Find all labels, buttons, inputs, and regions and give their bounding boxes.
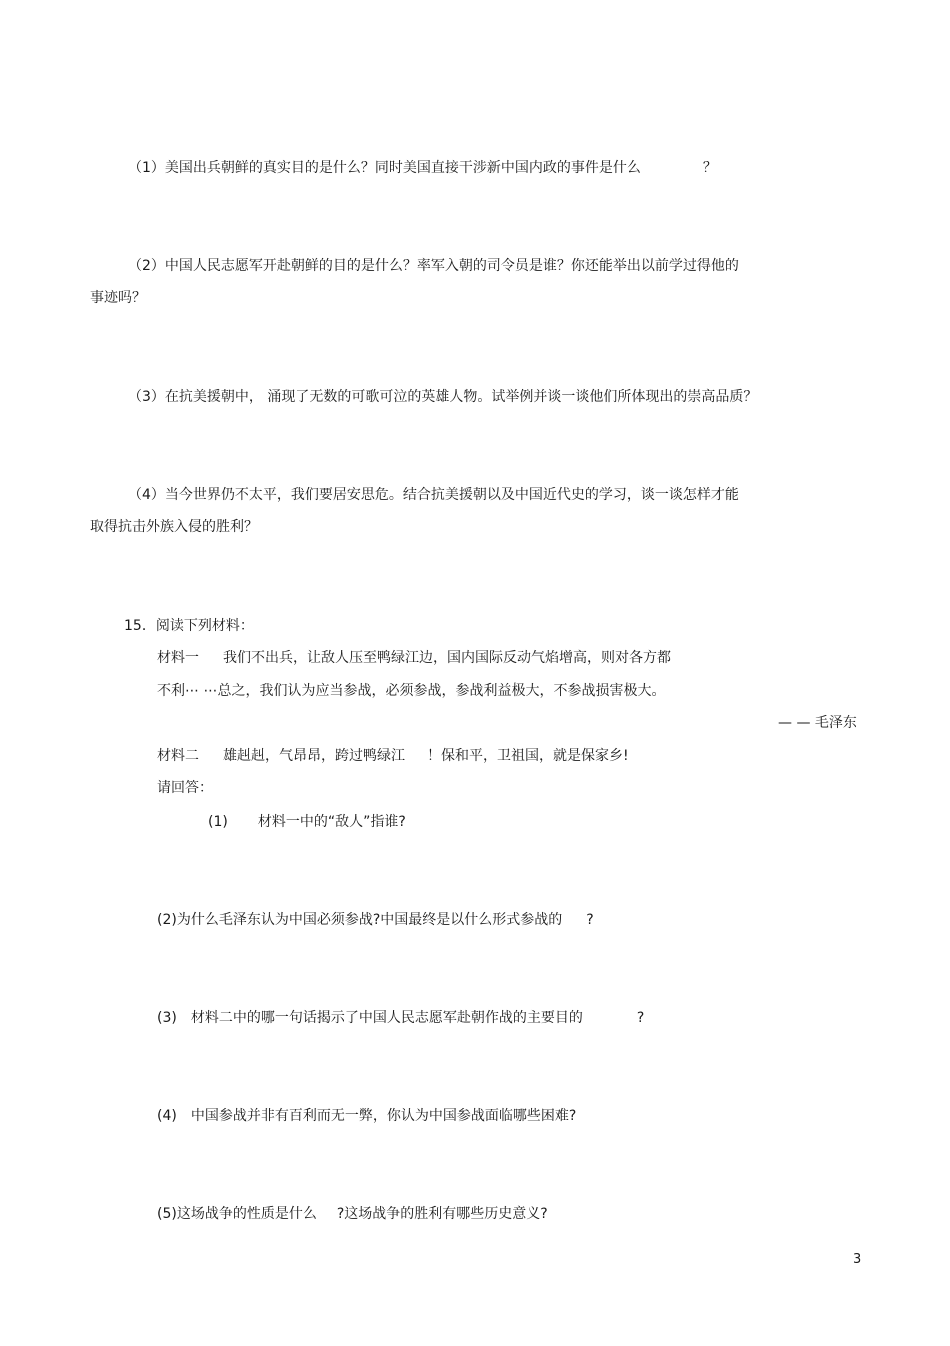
sub-question-1 xyxy=(208,812,406,832)
answer-prompt: 请回答： xyxy=(157,780,213,796)
material-1-line-2: 不利⋯ ⋯总之，我们认为应当参战，必须参战，参战利益极大，不参战损害极大。 xyxy=(157,683,666,699)
material-1-line-1 xyxy=(157,648,671,668)
sub-question-5-text-b: ?这场战争的胜利有哪些历史意义? xyxy=(336,1206,548,1222)
sub-question-1-number: (1) xyxy=(208,814,228,830)
attribution: — — 毛泽东 xyxy=(778,715,857,731)
sub-question-4 xyxy=(157,1106,576,1126)
sub-question-2 xyxy=(157,910,594,930)
question-2-line-2: 事迹吗？ xyxy=(90,290,146,306)
sub-question-1-text: 材料一中的“敌人”指谁? xyxy=(257,814,406,830)
sub-question-4-number: (4) xyxy=(157,1108,177,1124)
question-15-heading: 15．阅读下列材料： xyxy=(124,618,254,634)
sub-question-5 xyxy=(157,1204,548,1224)
material-2-label: 材料二 xyxy=(157,748,199,764)
sub-question-2-end: ? xyxy=(586,912,594,928)
sub-question-3-end: ? xyxy=(636,1010,645,1026)
material-1-label: 材料一 xyxy=(157,650,199,666)
sub-question-5-text-a: (5)这场战争的性质是什么 xyxy=(157,1206,317,1222)
question-3: （3）在抗美援朝中， 涌现了无数的可歌可泣的英雄人物。试举例并谈一谈他们所体现出的崇高品质？ xyxy=(128,389,758,405)
page-number: 3 xyxy=(853,1252,862,1267)
material-2 xyxy=(157,746,629,766)
sub-question-3-text: 材料二中的哪一句话揭示了中国人民志愿军赴朝作战的主要目的 xyxy=(190,1010,583,1026)
question-2-line-1: （2）中国人民志愿军开赴朝鲜的目的是什么？率军入朝的司令员是谁？你还能举出以前学过得他的 xyxy=(128,258,739,274)
question-4-line-1: （4）当今世界仍不太平，我们要居安思危。结合抗美援朝以及中国近代史的学习，谈一谈怎样才能 xyxy=(128,487,739,503)
material-2-text-a: 雄赳赳，气昂昂，跨过鸭绿江 xyxy=(223,748,405,764)
sub-question-2-text: (2)为什么毛泽东认为中国必须参战?中国最终是以什么形式参战的 xyxy=(157,912,563,928)
sub-question-3-number: (3) xyxy=(157,1010,177,1026)
question-1-end: ？ xyxy=(702,160,717,176)
question-1-text: （1）美国出兵朝鲜的真实目的是什么？同时美国直接干涉新中国内政的事件是什么 xyxy=(128,160,641,176)
sub-question-4-text: 中国参战并非有百利而无一弊，你认为中国参战面临哪些困难? xyxy=(190,1108,577,1124)
question-4-line-2: 取得抗击外族入侵的胜利？ xyxy=(90,519,258,535)
material-2-text-b: ！保和平，卫祖国，就是保家乡! xyxy=(427,748,629,764)
question-1 xyxy=(128,158,717,178)
material-1-text-1: 我们不出兵，让敌人压至鸭绿江边，国内国际反动气焰增高，则对各方都 xyxy=(223,650,671,666)
sub-question-3 xyxy=(157,1008,644,1028)
